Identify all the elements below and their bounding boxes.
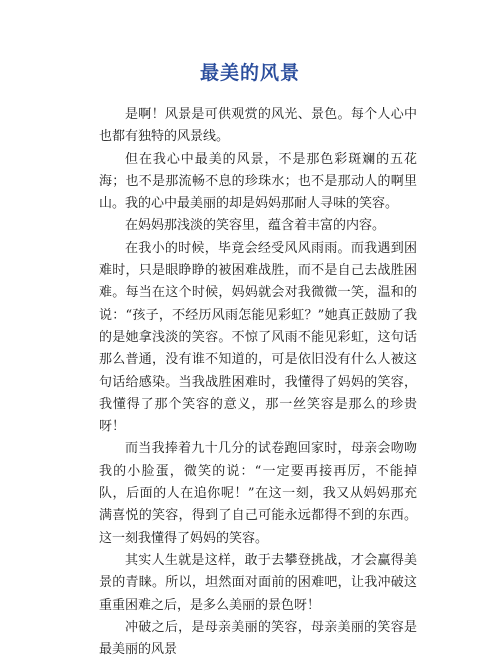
paragraph: 在妈妈那浅淡的笑容里，蕴含着丰富的内容。 bbox=[125, 218, 386, 234]
paragraph: 是啊！风景是可供观赏的风光、景色。每个人心中也都有独特的风景线。 bbox=[99, 107, 417, 145]
paragraph: 但在我心中最美的风景，不是那色彩斑斓的五花海；也不是那流畅不息的珍珠水；也不是那动人的啊里山。我的心中最美丽的却是妈妈那耐人寻味的笑容。 bbox=[99, 151, 417, 212]
document-body bbox=[99, 104, 417, 661]
paragraph: 在我小的时候，毕竟会经受风风雨雨。而我遇到困难时，只是眼睁睁的被困难战胜，而不是自己去战胜困难。每当在这个时候，妈妈就会对我微微一笑，温和的说：“孩子，不经历风雨怎能见彩虹？”她真正鼓励了我的是她拿浅淡的笑容。不惊了风雨不能见彩虹，这句话那么普通，没有谁不知道的，可是依旧没有什么人被这句话给感染。当我战胜困难时，我懂得了妈妈的笑容，我懂得了那个笑容的意义，那一丝笑容是那么的珍贵呀！ bbox=[99, 240, 417, 435]
paragraph: 而当我捧着九十几分的试卷跑回家时，母亲会吻吻我的小脸蛋，微笑的说：“一定要再接再厉，不能掉队，后面的人在追你呢！”在这一刻，我又从妈妈那充满喜悦的笑容，得到了自己可能永远都得不到的东西。这一刻我懂得了妈妈的笑容。 bbox=[99, 441, 417, 546]
document-title: 最美的风景 bbox=[199, 62, 300, 84]
paragraph: 其实人生就是这样，敢于去攀登挑战，才会赢得美景的青睐。所以，坦然面对面前的困难吧，让我冲破这重重困难之后，是多么美丽的景色呀！ bbox=[99, 552, 417, 613]
paragraph: 冲破之后，是母亲美丽的笑容，母亲美丽的笑容是最美丽的风景 bbox=[99, 619, 417, 658]
